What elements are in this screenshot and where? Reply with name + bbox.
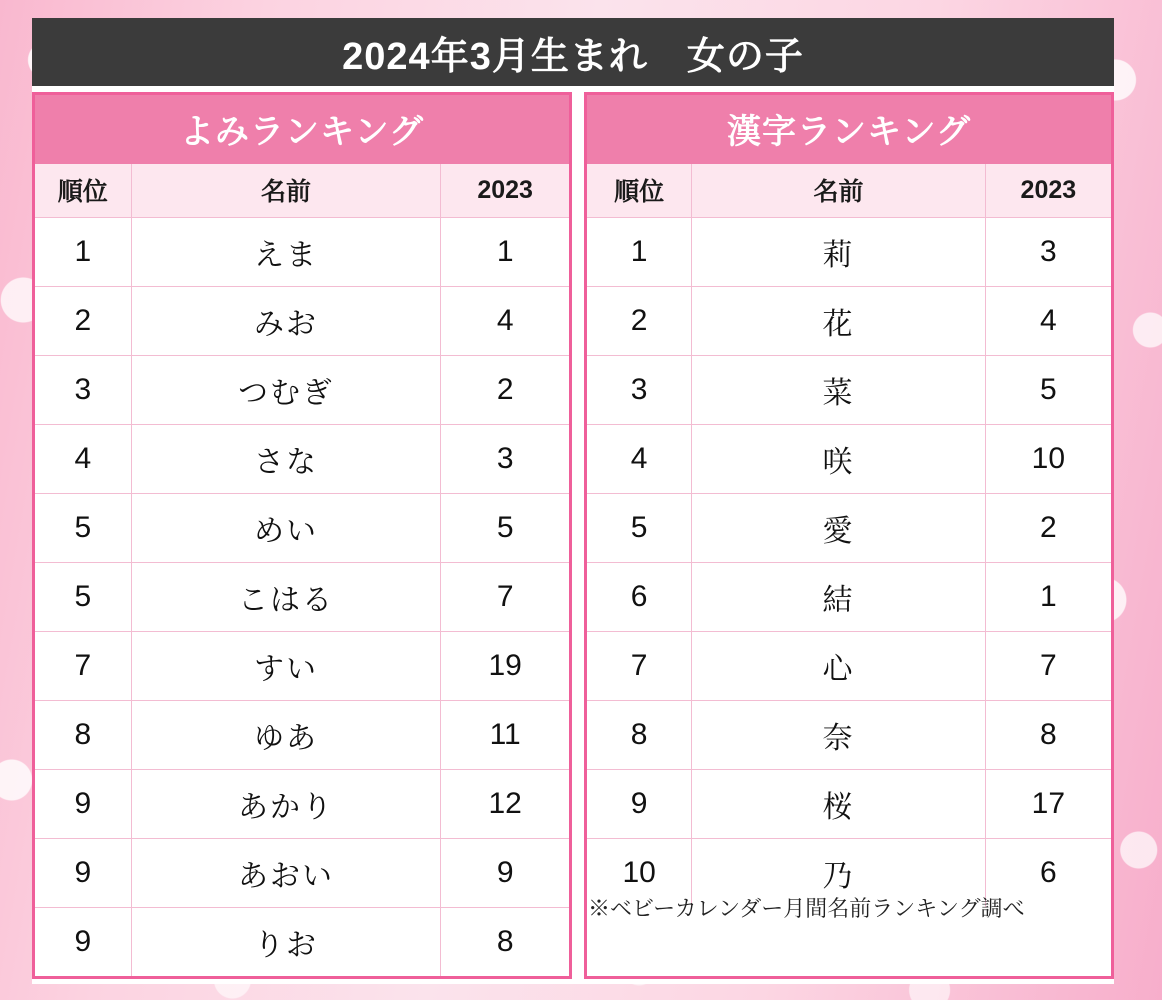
cell-name: こはる [131, 563, 441, 632]
cell-rank: 7 [587, 632, 692, 701]
cell-name: すい [131, 632, 441, 701]
cell-prev-rank: 5 [985, 356, 1111, 425]
cell-name: つむぎ [131, 356, 441, 425]
cell-name: さな [131, 425, 441, 494]
cell-name: 奈 [692, 701, 985, 770]
table-row [587, 356, 1111, 425]
cell-prev-rank: 7 [441, 563, 569, 632]
cell-name: 咲 [692, 425, 985, 494]
column-header-name: 名前 [131, 164, 441, 218]
cell-rank: 7 [35, 632, 131, 701]
column-header-prev-year: 2023 [985, 164, 1111, 218]
cell-name: 莉 [692, 218, 985, 287]
table-row [35, 770, 569, 839]
cell-name: あかり [131, 770, 441, 839]
cell-rank: 8 [35, 701, 131, 770]
kanji-ranking-heading: 漢字ランキング [587, 95, 1111, 164]
cell-prev-rank: 6 [1040, 856, 1057, 889]
table-row [35, 218, 569, 287]
yomi-ranking-table [35, 164, 569, 976]
cell-prev-rank: 17 [985, 770, 1111, 839]
cell-prev-rank: 2 [985, 494, 1111, 563]
table-row [35, 425, 569, 494]
cell-name: 桜 [692, 770, 985, 839]
table-row [35, 632, 569, 701]
table-header-row [587, 164, 1111, 218]
yomi-ranking-panel [32, 92, 572, 979]
cell-rank: 9 [587, 770, 692, 839]
cell-prev-rank: 4 [441, 287, 569, 356]
cell-prev-rank: 4 [985, 287, 1111, 356]
cell-name: ゆあ [131, 701, 441, 770]
table-row [35, 494, 569, 563]
cell-name: 結 [692, 563, 985, 632]
table-row [587, 770, 1111, 839]
table-row [587, 287, 1111, 356]
cell-name: 愛 [692, 494, 985, 563]
cell-rank: 4 [587, 425, 692, 494]
cell-rank: 9 [35, 908, 131, 977]
column-header-prev-year: 2023 [441, 164, 569, 218]
cell-rank: 9 [35, 770, 131, 839]
table-row [35, 287, 569, 356]
source-footnote: ※ベビーカレンダー月間名前ランキング調べ [588, 896, 1025, 921]
table-row [587, 425, 1111, 494]
cell-rank: 4 [35, 425, 131, 494]
cell-prev-rank: 3 [985, 218, 1111, 287]
yomi-ranking-heading: よみランキング [35, 95, 569, 164]
table-row [35, 839, 569, 908]
cell-rank: 8 [587, 701, 692, 770]
column-header-name: 名前 [692, 164, 985, 218]
table-row [587, 218, 1111, 287]
column-header-rank: 順位 [587, 164, 692, 218]
cell-rank: 2 [35, 287, 131, 356]
cell-rank: 6 [587, 563, 692, 632]
column-header-rank: 順位 [35, 164, 131, 218]
cell-rank: 5 [35, 563, 131, 632]
cell-rank: 10 [587, 839, 692, 908]
cell-prev-rank: 5 [441, 494, 569, 563]
cell-name: 心 [692, 632, 985, 701]
cell-prev-rank: 12 [441, 770, 569, 839]
cell-prev-rank: 3 [441, 425, 569, 494]
cell-rank: 3 [587, 356, 692, 425]
cell-name: めい [131, 494, 441, 563]
cell-prev-rank: 19 [441, 632, 569, 701]
cell-name: あおい [131, 839, 441, 908]
cell-rank: 5 [35, 494, 131, 563]
cell-name: 乃 [692, 839, 985, 908]
cell-prev-rank: 1 [441, 218, 569, 287]
cell-name: 花 [692, 287, 985, 356]
page-title: 2024年3月生まれ 女の子 [32, 18, 1114, 86]
cell-rank: 9 [35, 839, 131, 908]
kanji-ranking-panel [584, 92, 1114, 979]
cell-rank: 5 [587, 494, 692, 563]
cell-name: 菜 [692, 356, 985, 425]
cell-rank: 1 [35, 218, 131, 287]
table-row [587, 563, 1111, 632]
cell-prev-rank: 9 [441, 839, 569, 908]
cell-prev-rank: 10 [985, 425, 1111, 494]
cell-rank: 2 [587, 287, 692, 356]
table-row [587, 701, 1111, 770]
cell-prev-rank: 1 [985, 563, 1111, 632]
table-row [587, 494, 1111, 563]
cell-prev-rank: 8 [496, 925, 514, 958]
table-row [35, 908, 569, 977]
cell-rank: 3 [35, 356, 131, 425]
table-row [35, 701, 569, 770]
cell-name: りお [131, 908, 441, 977]
table-row [35, 563, 569, 632]
cell-name: えま [131, 218, 441, 287]
cell-prev-rank: 11 [441, 701, 569, 770]
cell-rank: 1 [587, 218, 692, 287]
cell-prev-rank: 7 [985, 632, 1111, 701]
table-header-row [35, 164, 569, 218]
cell-prev-rank: 2 [441, 356, 569, 425]
cell-name: みお [131, 287, 441, 356]
cell-prev-rank: 8 [985, 701, 1111, 770]
ranking-panels [32, 92, 1114, 979]
table-row [587, 632, 1111, 701]
table-row [35, 356, 569, 425]
kanji-ranking-table [587, 164, 1111, 907]
